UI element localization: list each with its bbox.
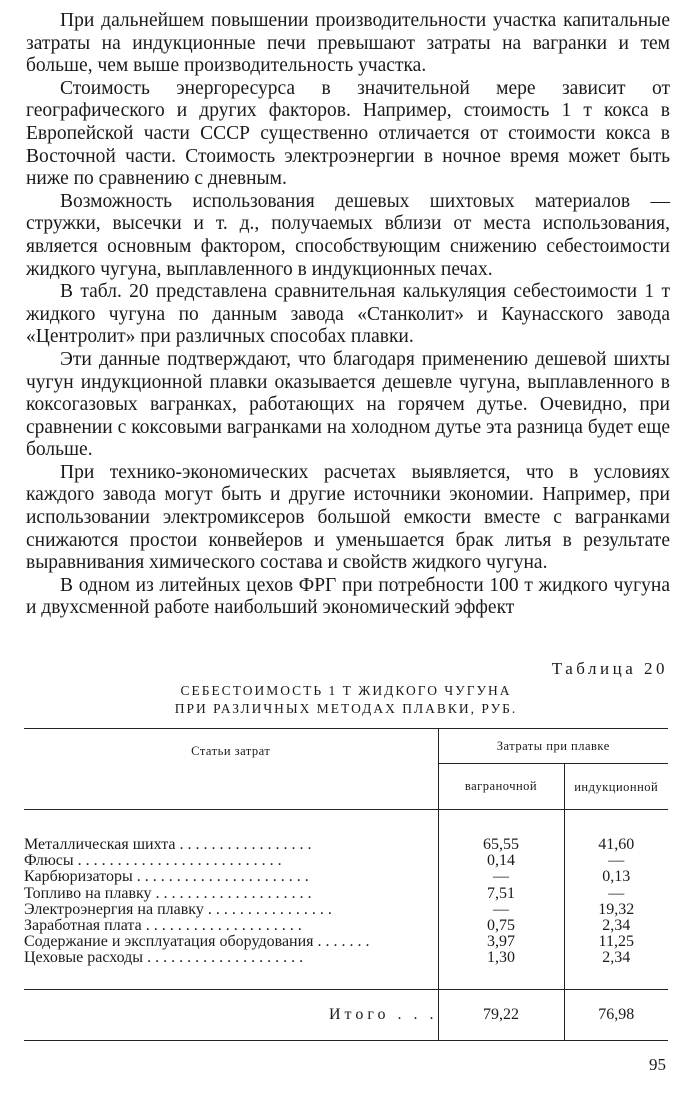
value-cell: 0,14 (487, 852, 515, 870)
paragraph: Эти данные подтверждают, что благодаря применению дешевой шихты чугун индукционной плавки оказывается дешевле чугуна, выплавленного в коксогазовых вагранках, работающих на горячем дутье. Очевидно, при сравнении с коксовыми вагранками на холодном дутье эта разница будет еще больше. (26, 348, 670, 461)
value-cell: 7,51 (487, 884, 515, 902)
value-cell: 2,34 (602, 917, 631, 935)
table-title (0, 682, 692, 718)
page-number: 95 (649, 1055, 666, 1074)
value-cell: — (608, 884, 625, 902)
paragraph: При дальнейшем повышении производительности участка капитальные затраты на индукционные печи превышают затраты на вагранки и тем больше, чем выше производительность участка. (26, 10, 670, 77)
table-title-line: СЕБЕСТОИМОСТЬ 1 Т ЖИДКОГО ЧУГУНА (180, 683, 512, 698)
total-label: Итого . . . (24, 989, 438, 1040)
total-induction: 76,98 (564, 989, 668, 1040)
header-col-cupola: ваграночной (438, 764, 564, 810)
header-col-induction: индукционной (564, 764, 668, 810)
paragraph: Возможность использования дешевых шихтовых материалов — стружки, высечки и т. д., получаемых вблизи от места использования, является основным фактором, способствующим снижению себестоимости жидкого чугуна, выплавленного в индукционных печах. (26, 190, 670, 280)
row-label: Цеховые расходы . . . . . . . . . . . . . . . . . . . . (24, 950, 304, 967)
row-label: Карбюризаторы . . . . . . . . . . . . . . . . . . . . . . (24, 869, 309, 886)
value-cell: 0,13 (602, 868, 631, 886)
page-body (26, 10, 670, 620)
paragraph: В табл. 20 представлена сравнительная калькуляция себестоимости 1 т жидкого чугуна по данным завода «Станколит» и Каунасского завода «Центролит» при различных способах плавки. (26, 281, 670, 348)
paragraph: В одном из литейных цехов ФРГ при потребности 100 т жидкого чугуна и двухсменной работе наибольший экономический эффект (26, 574, 670, 619)
row-label: Заработная плата . . . . . . . . . . . . . . . . . . . . (24, 918, 302, 935)
value-cell: 2,34 (602, 949, 631, 967)
value-cell: 65,55 (483, 836, 519, 853)
cost-table (24, 728, 668, 1041)
row-label: Электроэнергия на плавку . . . . . . . . . . . . . . . . (24, 901, 332, 918)
row-label: Металлическая шихта . . . . . . . . . . . . . . . . . (24, 837, 312, 853)
row-label: Флюсы . . . . . . . . . . . . . . . . . . . . . . . . . . (24, 853, 282, 870)
value-cell: 3,97 (487, 933, 515, 951)
value-cell: 11,25 (598, 933, 634, 951)
table-number: Таблица 20 (551, 659, 668, 678)
col-induction-values (564, 810, 668, 967)
header-items: Статьи затрат (191, 743, 271, 758)
header-group: Затраты при плавке (438, 729, 668, 764)
paragraph: При технико-экономических расчетах выявляется, что в условиях каждого завода могут быть и другие источники экономии. Например, при использовании электромиксеров большой емкости вместе с вагранками снижаются простои конвейеров и уменьшается брак литья в результате выравнивания химического состава и свойств жидкого чугуна. (26, 461, 670, 574)
col-cupola-values (438, 810, 564, 967)
value-cell: — (493, 900, 509, 918)
paragraph: Стоимость энергоресурса в значительной мере зависит от географического и других факторов. Например, стоимость 1 т кокса в Европейской части СССР существенно отличается от стоимости кокса в Восточной части. Стоимость электроэнергии в ночное время может быть ниже по сравнению с дневным. (26, 77, 670, 190)
value-cell: 0,75 (487, 917, 515, 935)
value-cell: 41,60 (598, 836, 635, 853)
row-label: Содержание и эксплуатация оборудования . . . . . . . (24, 934, 370, 951)
value-cell: 19,32 (598, 900, 635, 918)
value-cell: 1,30 (487, 949, 515, 967)
value-cell: — (608, 852, 625, 870)
row-labels (24, 810, 438, 967)
value-cell: — (493, 868, 509, 886)
table-title-line: ПРИ РАЗЛИЧНЫХ МЕТОДАХ ПЛАВКИ, РУБ. (174, 701, 518, 716)
row-label: Топливо на плавку . . . . . . . . . . . . . . . . . . . . (24, 885, 312, 902)
total-cupola: 79,22 (438, 989, 564, 1040)
